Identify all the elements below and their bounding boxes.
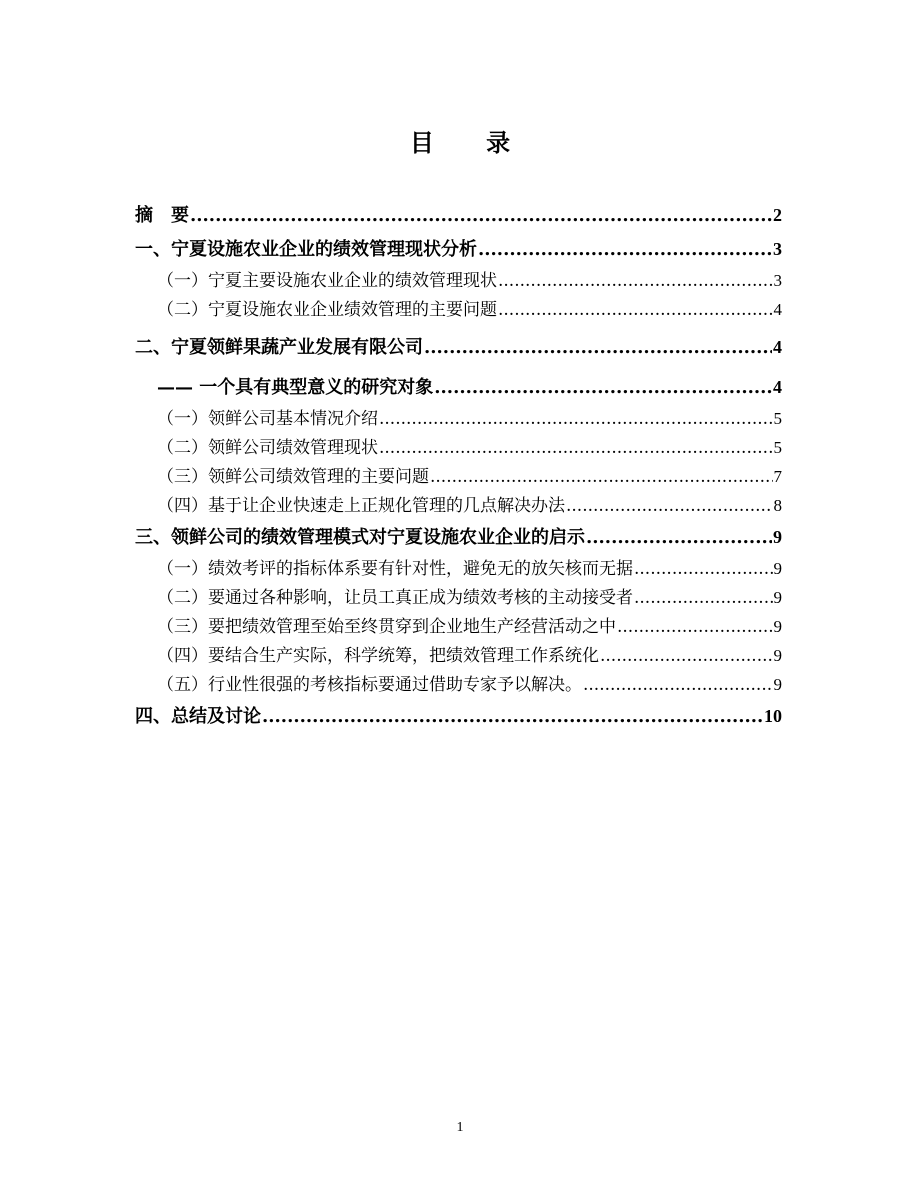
toc-dot-leader bbox=[262, 700, 763, 734]
toc-dot-leader bbox=[478, 233, 772, 267]
toc-entry-page: 9 bbox=[773, 527, 782, 547]
toc-entry-page: 9 bbox=[773, 675, 782, 694]
toc-entry-text: （二）宁夏设施农业企业绩效管理的主要问题 bbox=[157, 300, 497, 320]
toc-entry-page: 2 bbox=[773, 205, 782, 225]
toc-entry-page: 9 bbox=[773, 588, 782, 607]
toc-entry-page: 10 bbox=[764, 706, 782, 726]
toc-entry-text: （一）宁夏主要设施农业企业的绩效管理现状 bbox=[157, 271, 497, 291]
toc-entry-page: 4 bbox=[773, 377, 782, 397]
toc-entry-section-2-4[interactable] bbox=[135, 491, 782, 520]
toc-entry-page: 9 bbox=[773, 646, 782, 665]
toc-entry-text: （四）要结合生产实际，科学统筹，把绩效管理工作系统化 bbox=[157, 646, 599, 666]
toc-dot-leader bbox=[498, 296, 773, 325]
toc-entry-text: 二、宁夏领鲜果蔬产业发展有限公司 bbox=[135, 337, 423, 358]
toc-dot-leader bbox=[566, 492, 773, 521]
toc-entry-text: （四）基于让企业快速走上正规化管理的几点解决办法 bbox=[157, 496, 565, 516]
toc-dot-leader bbox=[424, 331, 772, 365]
toc-entry-section-2[interactable] bbox=[135, 330, 782, 364]
toc-entry-text: —— 一个具有典型意义的研究对象 bbox=[157, 377, 434, 398]
toc-entry-text: （二）要通过各种影响，让员工真正成为绩效考核的主动接受者 bbox=[157, 588, 633, 608]
toc-entry-page: 5 bbox=[773, 409, 782, 428]
table-of-contents bbox=[135, 198, 782, 733]
toc-dot-leader bbox=[634, 555, 773, 584]
toc-entry-text: （一）绩效考评的指标体系要有针对性，避免无的放矢核而无据 bbox=[157, 559, 633, 579]
toc-entry-section-2-3[interactable] bbox=[135, 462, 782, 491]
toc-entry-page: 5 bbox=[773, 438, 782, 457]
toc-entry-section-3-1[interactable] bbox=[135, 554, 782, 583]
toc-entry-page: 8 bbox=[773, 496, 782, 515]
toc-entry-text: （五）行业性很强的考核指标要通过借助专家予以解决。 bbox=[157, 675, 582, 695]
toc-dot-leader bbox=[634, 584, 773, 613]
toc-entry-text: （三）要把绩效管理至始至终贯穿到企业地生产经营活动之中 bbox=[157, 617, 616, 637]
toc-dot-leader bbox=[600, 642, 773, 671]
toc-dot-leader bbox=[434, 371, 772, 405]
page-number: 1 bbox=[456, 1120, 464, 1135]
toc-entry-page: 3 bbox=[773, 271, 782, 290]
toc-entry-text: 摘 要 bbox=[135, 205, 189, 226]
toc-entry-text: （一）领鲜公司基本情况介绍 bbox=[157, 409, 378, 429]
toc-entry-section-3-2[interactable] bbox=[135, 583, 782, 612]
toc-entry-text: 四、总结及讨论 bbox=[135, 706, 261, 727]
toc-entry-abstract[interactable] bbox=[135, 198, 782, 232]
toc-dot-leader bbox=[586, 521, 772, 555]
toc-dot-leader bbox=[430, 463, 773, 492]
toc-entry-section-2-subtitle[interactable] bbox=[135, 370, 782, 404]
toc-dot-leader bbox=[379, 405, 773, 434]
page-title: 目 录 bbox=[409, 128, 533, 157]
toc-entry-section-1-1[interactable] bbox=[135, 266, 782, 295]
toc-entry-text: （三）领鲜公司绩效管理的主要问题 bbox=[157, 467, 429, 487]
toc-entry-section-3-5[interactable] bbox=[135, 670, 782, 699]
toc-entry-page: 4 bbox=[773, 337, 782, 357]
toc-dot-leader bbox=[379, 434, 773, 463]
toc-entry-page: 9 bbox=[773, 617, 782, 636]
toc-entry-page: 9 bbox=[773, 559, 782, 578]
toc-entry-page: 7 bbox=[773, 467, 782, 486]
toc-entry-page: 3 bbox=[773, 239, 782, 259]
toc-entry-section-3[interactable] bbox=[135, 520, 782, 554]
toc-entry-section-2-2[interactable] bbox=[135, 433, 782, 462]
toc-entry-section-3-3[interactable] bbox=[135, 612, 782, 641]
toc-entry-text: 三、领鲜公司的绩效管理模式对宁夏设施农业企业的启示 bbox=[135, 527, 585, 548]
toc-entry-section-1-2[interactable] bbox=[135, 295, 782, 324]
toc-dot-leader bbox=[617, 613, 773, 642]
toc-dot-leader bbox=[498, 267, 773, 296]
toc-entry-section-1[interactable] bbox=[135, 232, 782, 266]
toc-dot-leader bbox=[583, 671, 773, 700]
toc-entry-section-4[interactable] bbox=[135, 699, 782, 733]
toc-entry-section-2-1[interactable] bbox=[135, 404, 782, 433]
toc-entry-page: 4 bbox=[773, 300, 782, 319]
toc-entry-text: 一、宁夏设施农业企业的绩效管理现状分析 bbox=[135, 239, 477, 260]
toc-dot-leader bbox=[190, 199, 772, 233]
toc-entry-section-3-4[interactable] bbox=[135, 641, 782, 670]
toc-entry-text: （二）领鲜公司绩效管理现状 bbox=[157, 438, 378, 458]
